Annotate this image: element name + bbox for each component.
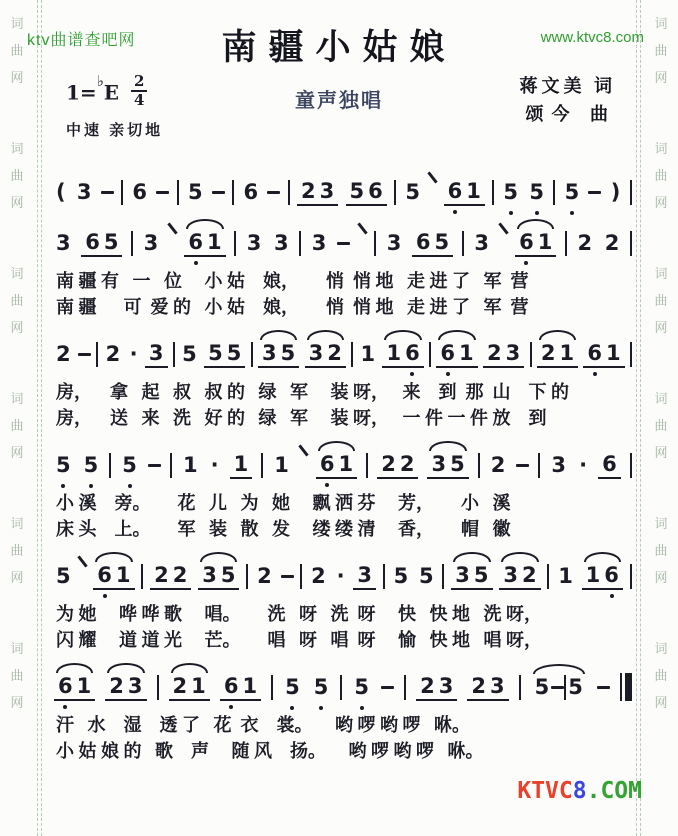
barline-icon xyxy=(131,231,133,256)
beamed-note-group xyxy=(297,178,338,206)
slurred-note-group xyxy=(54,673,95,701)
dash-extension-icon xyxy=(516,464,529,467)
note-number: 5 xyxy=(434,230,450,254)
note-number: 3 xyxy=(56,231,71,255)
note-number: 5 xyxy=(56,564,71,588)
slurred-note-group xyxy=(169,673,210,701)
note-number: 3 xyxy=(505,341,521,365)
note-number: 1 xyxy=(242,674,258,698)
barline-icon xyxy=(630,180,632,205)
note-number: 2 xyxy=(300,179,316,203)
watermark-character: 词 xyxy=(654,641,668,656)
breath-mark-icon xyxy=(357,222,367,234)
barline-icon xyxy=(121,180,123,205)
barline-icon xyxy=(530,342,532,367)
note-number: 3 xyxy=(148,341,164,365)
note-number: 3 xyxy=(308,341,324,365)
lyric-line: 床 头 上。 军 装 散 发 缕 缕 清 香， 帽 徽 xyxy=(56,519,511,539)
barline-icon xyxy=(630,453,632,478)
watermark-left xyxy=(0,0,34,836)
note-number: 2 xyxy=(420,674,435,698)
watermark-character: 网 xyxy=(10,195,24,210)
note-number: 6 xyxy=(85,230,100,254)
footer-logo-com: .COM xyxy=(586,778,642,804)
note-number: 5 xyxy=(354,675,370,699)
note-number: 5 xyxy=(349,179,365,203)
note-number: 1 xyxy=(360,342,376,366)
note-number: 6 xyxy=(405,341,420,365)
note-number: 2 xyxy=(399,452,415,476)
breath-mark-icon xyxy=(498,222,508,234)
slurred-note-group xyxy=(436,340,477,368)
dash-extension-icon xyxy=(267,191,280,194)
slurred-note-group xyxy=(258,340,299,368)
note-number: 5 xyxy=(503,180,519,204)
note-number: 2 xyxy=(105,342,121,366)
barline-icon xyxy=(232,180,234,205)
note-number: 5 xyxy=(534,675,550,699)
note-number: 5 xyxy=(393,564,409,588)
watermark-character: 曲 xyxy=(654,43,668,58)
note-number: 3 xyxy=(202,563,217,587)
barline-icon xyxy=(462,231,464,256)
notation-system xyxy=(52,337,634,371)
beamed-note-group xyxy=(467,673,508,701)
note-number: 5 xyxy=(313,675,329,699)
breath-mark-icon xyxy=(167,222,177,234)
barline-icon xyxy=(383,564,385,589)
note-number: 2 xyxy=(56,342,71,366)
watermark-character: 曲 xyxy=(10,543,24,558)
beamed-note-group xyxy=(220,673,261,701)
dash-extension-icon xyxy=(101,191,114,194)
watermark-character: 网 xyxy=(654,70,668,85)
note-number: 5 xyxy=(182,342,197,366)
slurred-note-group xyxy=(198,562,239,590)
barline-icon xyxy=(246,564,248,589)
note-number: 3 xyxy=(489,674,505,698)
lyric-line: 闪 耀 道 道 光 芒。 唱 呀 唱 呀 愉 快 地 唱 呀， xyxy=(56,630,542,650)
subtitle: 童声独唱 xyxy=(295,90,383,112)
barline-icon xyxy=(170,453,172,478)
note-number: 5 xyxy=(226,341,242,365)
note-number: 6 xyxy=(58,674,73,698)
dash-extension-icon xyxy=(281,575,294,578)
note-number: 1 xyxy=(182,453,198,477)
note-number: 2 xyxy=(486,341,502,365)
note-number: 5 xyxy=(208,341,223,365)
lyric-line: 南 疆 有 一 位 小 姑 娘， 悄 悄 地 走 进 了 军 营 xyxy=(56,271,529,291)
beamed-note-group xyxy=(150,562,191,590)
flat-sign: ♭ xyxy=(96,71,104,90)
watermark-character: 词 xyxy=(654,16,668,31)
barline-icon xyxy=(565,231,567,256)
note-number: 5 xyxy=(529,180,544,204)
barline-icon xyxy=(492,180,494,205)
notation-system xyxy=(52,226,634,260)
dash-extension-icon xyxy=(78,353,91,356)
dot-rhythm-icon: · xyxy=(336,564,345,588)
note-number: 1 xyxy=(115,563,131,587)
dash-extension-icon xyxy=(148,464,161,467)
beamed-note-group xyxy=(81,229,122,257)
watermark-character: 词 xyxy=(10,141,24,156)
note-number: 1 xyxy=(458,341,474,365)
left-dashed-divider-inner xyxy=(41,0,42,836)
watermark-character: 曲 xyxy=(10,418,24,433)
barline-icon xyxy=(177,180,179,205)
watermark-character: 网 xyxy=(654,570,668,585)
barline-icon xyxy=(630,231,632,256)
beamed-note-group xyxy=(346,178,387,206)
watermark-character: 网 xyxy=(10,320,24,335)
watermark-character: 曲 xyxy=(654,418,668,433)
parenthesis: ( xyxy=(56,180,66,204)
note-number: 2 xyxy=(490,453,506,477)
barline-icon xyxy=(109,453,111,478)
watermark-character: 曲 xyxy=(654,668,668,683)
note-number: 3 xyxy=(431,452,447,476)
watermark-character: 词 xyxy=(654,391,668,406)
watermark-character: 曲 xyxy=(654,168,668,183)
note-number: 3 xyxy=(503,563,518,587)
slurred-note-group xyxy=(582,562,623,590)
breath-mark-icon xyxy=(298,444,308,456)
barline-icon xyxy=(366,453,368,478)
beamed-note-group xyxy=(353,562,376,590)
barline-icon xyxy=(394,180,396,205)
note-number: 3 xyxy=(127,674,143,698)
watermark-character: 词 xyxy=(654,516,668,531)
beamed-note-group xyxy=(416,673,457,701)
note-number: 6 xyxy=(188,230,204,254)
note-number: 3 xyxy=(551,453,567,477)
note-number: 5 xyxy=(450,452,465,476)
watermark-character: 词 xyxy=(10,391,24,406)
watermark-character: 词 xyxy=(10,16,24,31)
watermark-character: 词 xyxy=(10,641,24,656)
barline-icon xyxy=(538,453,540,478)
note-number: 6 xyxy=(447,179,463,203)
barline-icon xyxy=(96,342,98,367)
lyric-line: 汗 水 湿 透 了 花 衣 裳。 哟 啰 哟 啰 咻。 xyxy=(56,715,470,735)
note-number: 1 xyxy=(191,674,206,698)
note-number: 3 xyxy=(455,563,470,587)
beamed-note-group xyxy=(583,340,624,368)
dot-rhythm-icon: · xyxy=(210,453,219,477)
dot-rhythm-icon: · xyxy=(579,453,588,477)
barline-icon xyxy=(553,180,555,205)
note-number: 6 xyxy=(223,674,239,698)
slurred-note-group xyxy=(105,673,146,701)
breath-mark-icon xyxy=(428,171,438,183)
note-number: 2 xyxy=(540,341,556,365)
note-number: 1 xyxy=(606,341,621,365)
watermark-character: 曲 xyxy=(10,168,24,183)
right-dashed-divider-inner xyxy=(636,0,637,836)
note-number: 2 xyxy=(521,563,537,587)
tempo-marking: 中速 亲切地 xyxy=(66,122,164,139)
barline-icon xyxy=(340,675,342,700)
note-number: 6 xyxy=(604,563,619,587)
footer-logo-ktvc: KTVC xyxy=(517,778,573,804)
slurred-note-group xyxy=(382,340,423,368)
note-number: 3 xyxy=(474,231,489,255)
note-number: 2 xyxy=(381,452,396,476)
notation-system xyxy=(52,448,634,482)
note-number: 5 xyxy=(564,180,580,204)
final-barline-icon xyxy=(620,673,632,701)
dash-extension-icon xyxy=(337,242,350,245)
barline-icon xyxy=(173,342,175,367)
watermark-character: 网 xyxy=(10,445,24,460)
watermark-character: 曲 xyxy=(10,43,24,58)
slurred-note-group xyxy=(531,674,587,700)
note-number: 3 xyxy=(319,179,335,203)
dash-extension-icon xyxy=(551,686,564,689)
barline-icon xyxy=(141,564,143,589)
barline-icon xyxy=(442,564,444,589)
note-number: 2 xyxy=(311,564,326,588)
barline-icon xyxy=(251,342,253,367)
note-number: 2 xyxy=(109,674,124,698)
note-number: 5 xyxy=(419,564,434,588)
note-number: 2 xyxy=(172,674,188,698)
beamed-note-group xyxy=(483,340,524,368)
note-number: 1 xyxy=(585,563,601,587)
beamed-note-group xyxy=(145,340,168,368)
note-number: 1 xyxy=(76,674,92,698)
note-number: 6 xyxy=(415,230,431,254)
note-number: 6 xyxy=(602,452,617,476)
lyric-line: 小 溪 旁。 花 儿 为 她 飘 洒 芬 芳， 小 溪 xyxy=(56,493,511,513)
watermark-character: 网 xyxy=(654,320,668,335)
barline-icon xyxy=(234,231,236,256)
parenthesis: ) xyxy=(610,180,621,204)
barline-icon xyxy=(404,675,406,700)
note-number: 6 xyxy=(132,180,148,204)
dot-rhythm-icon: · xyxy=(129,342,138,366)
notation-system xyxy=(52,175,634,209)
note-number: 3 xyxy=(357,563,372,587)
watermark-character: 曲 xyxy=(10,293,24,308)
watermark-character: 网 xyxy=(10,70,24,85)
note-number: 1 xyxy=(274,453,289,477)
note-number: 1 xyxy=(207,230,222,254)
footer-logo-8: 8 xyxy=(572,778,587,804)
note-number: 1 xyxy=(558,564,573,588)
note-number: 5 xyxy=(103,230,119,254)
slurred-note-group xyxy=(316,451,357,479)
note-number: 1 xyxy=(537,230,553,254)
beamed-note-group xyxy=(230,451,253,479)
beamed-note-group xyxy=(598,451,621,479)
key-text: 1=♭E xyxy=(66,71,120,105)
lyric-line: 为 她 哗 哗 歌 唱。 洗 呀 洗 呀 快 快 地 洗 呀， xyxy=(56,604,542,624)
watermark-character: 词 xyxy=(654,266,668,281)
note-number: 2 xyxy=(471,674,486,698)
slurred-note-group xyxy=(427,451,468,479)
site-name-link[interactable]: ktv曲谱查吧网 xyxy=(27,32,136,49)
score-area xyxy=(52,158,634,764)
lyric-line: 南 疆 可 爱 的 小 姑 娘， 悄 悄 地 走 进 了 军 营 xyxy=(56,297,529,317)
left-dashed-divider xyxy=(37,0,38,836)
watermark-character: 词 xyxy=(654,141,668,156)
watermark-character: 网 xyxy=(654,445,668,460)
note-number: 3 xyxy=(438,674,454,698)
note-number: 5 xyxy=(473,563,489,587)
lyricist-credit: 蒋文美 词 xyxy=(519,76,616,96)
watermark-character: 网 xyxy=(654,695,668,710)
note-number: 5 xyxy=(285,675,300,699)
composer-credit: 颂今 曲 xyxy=(525,104,616,124)
slurred-note-group xyxy=(515,229,556,257)
barline-icon xyxy=(429,342,431,367)
slurred-note-group xyxy=(305,340,346,368)
barline-icon xyxy=(351,342,353,367)
note-number: 1 xyxy=(233,452,249,476)
slurred-note-group xyxy=(537,340,578,368)
note-number: 2 xyxy=(257,564,272,588)
note-number: 6 xyxy=(243,180,259,204)
beamed-note-group xyxy=(377,451,418,479)
page-title: 南疆小姑娘 xyxy=(221,28,457,67)
barline-icon xyxy=(288,180,290,205)
barline-icon xyxy=(157,675,159,700)
note-number: 1 xyxy=(386,341,402,365)
barline-icon xyxy=(478,453,480,478)
barline-icon xyxy=(271,675,273,700)
lyric-line: 房， 送 来 洗 好 的 绿 军 装 呀， 一 件 一 件 放 到 xyxy=(56,408,547,428)
slurred-note-group xyxy=(451,562,492,590)
barline-icon xyxy=(374,231,376,256)
barline-icon xyxy=(300,564,302,589)
barline-icon xyxy=(630,342,632,367)
beamed-note-group xyxy=(444,178,485,206)
note-number: 2 xyxy=(172,563,188,587)
note-number: 2 xyxy=(577,231,593,255)
slurred-note-group xyxy=(184,229,225,257)
note-number: 2 xyxy=(327,341,342,365)
note-number: 5 xyxy=(568,675,583,699)
barline-icon xyxy=(299,231,301,256)
note-number: 5 xyxy=(405,180,420,204)
note-number: 3 xyxy=(274,231,289,255)
time-signature: $\frac{2}{4}$ xyxy=(131,74,147,108)
dash-extension-icon xyxy=(156,191,169,194)
lyric-line: 小 姑 娘 的 歌 声 随 风 扬。 哟 啰 哟 啰 咻。 xyxy=(56,741,484,761)
note-number: 5 xyxy=(122,453,137,477)
right-dashed-divider xyxy=(640,0,641,836)
note-number: 2 xyxy=(154,563,169,587)
note-number: 3 xyxy=(76,180,92,204)
lyric-line: 房， 拿 起 叔 叔 的 绿 军 装 呀， 来 到 那 山 下 的 xyxy=(56,382,569,402)
note-number: 6 xyxy=(319,452,335,476)
note-number: 5 xyxy=(220,563,236,587)
site-url-link[interactable]: www.ktvc8.com xyxy=(540,29,644,46)
note-number: 2 xyxy=(604,231,620,255)
note-number: 5 xyxy=(83,453,99,477)
note-number: 5 xyxy=(187,180,203,204)
note-number: 6 xyxy=(519,230,534,254)
note-number: 1 xyxy=(559,341,575,365)
note-number: 6 xyxy=(440,341,455,365)
watermark-character: 网 xyxy=(654,195,668,210)
watermark-character: 词 xyxy=(10,266,24,281)
note-number: 5 xyxy=(56,453,71,477)
watermark-character: 曲 xyxy=(10,668,24,683)
beamed-note-group xyxy=(204,340,245,368)
watermark-character: 网 xyxy=(10,695,24,710)
note-number: 3 xyxy=(143,231,159,255)
dash-extension-icon xyxy=(212,191,225,194)
watermark-character: 网 xyxy=(10,570,24,585)
note-number: 6 xyxy=(368,179,383,203)
note-number: 1 xyxy=(338,452,354,476)
note-number: 6 xyxy=(587,341,603,365)
note-number: 3 xyxy=(311,231,327,255)
note-number: 3 xyxy=(262,341,277,365)
barline-icon xyxy=(261,453,263,478)
watermark-character: 曲 xyxy=(654,293,668,308)
note-number: 3 xyxy=(386,231,402,255)
footer-logo-link[interactable] xyxy=(517,778,642,804)
breath-mark-icon xyxy=(78,555,88,567)
watermark-character: 曲 xyxy=(654,543,668,558)
dash-extension-icon xyxy=(588,191,601,194)
barline-icon xyxy=(547,564,549,589)
watermark-right xyxy=(644,0,678,836)
barline-icon xyxy=(519,675,521,700)
beamed-note-group xyxy=(412,229,453,257)
slurred-note-group xyxy=(93,562,134,590)
notation-system xyxy=(52,559,634,593)
slurred-note-group xyxy=(499,562,540,590)
note-number: 1 xyxy=(466,179,481,203)
barline-icon xyxy=(630,564,632,589)
dash-extension-icon xyxy=(381,686,394,689)
note-number: 3 xyxy=(246,231,262,255)
dash-extension-icon xyxy=(597,686,610,689)
watermark-character: 词 xyxy=(10,516,24,531)
note-number: 6 xyxy=(97,563,112,587)
note-number: 5 xyxy=(280,341,296,365)
notation-system xyxy=(52,670,634,704)
